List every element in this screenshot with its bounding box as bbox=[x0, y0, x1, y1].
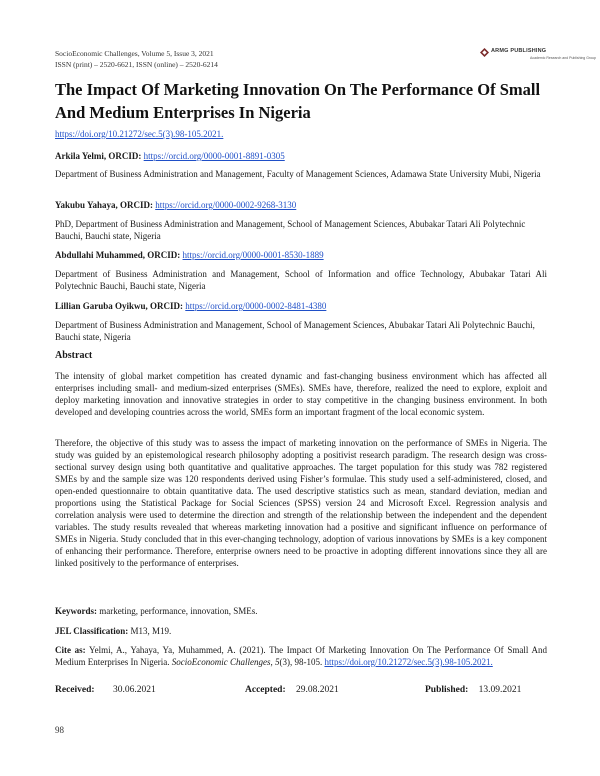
jel-classification bbox=[55, 625, 547, 637]
publisher-logo bbox=[480, 47, 596, 63]
journal-line-2: ISSN (print) – 2520-6621, ISSN (online) – 2520-6214 bbox=[55, 60, 218, 69]
author-3-orcid-link[interactable]: https://orcid.org/0000-0001-8530-1889 bbox=[182, 250, 324, 260]
received-value: 30.06.2021 bbox=[112, 685, 156, 695]
author-4-orcid-link[interactable]: https://orcid.org/0000-0002-8481-4380 bbox=[185, 301, 327, 311]
author-2-orcid-link[interactable]: https://orcid.org/0000-0002-9268-3130 bbox=[155, 200, 297, 210]
author-2 bbox=[55, 199, 547, 211]
cite-text-c: (3), 98-105. bbox=[279, 657, 323, 667]
abstract-heading: Abstract bbox=[55, 350, 93, 361]
citation bbox=[55, 644, 547, 668]
journal-line-1: SocioEconomic Challenges, Volume 5, Issue 3, 2021 bbox=[55, 49, 214, 58]
article-title: The Impact Of Marketing Innovation On The Performance Of Small And Medium Enterprises In Nigeria bbox=[55, 80, 541, 122]
cite-volume: 5 bbox=[274, 657, 280, 667]
jel-label: JEL Classification: bbox=[55, 626, 129, 636]
author-3-affiliation: Department of Business Administration and Management, School of Information and office Technology, Abubakar Tatari Ali Polytechnic Bauchi, Bauchi state, Nigeria bbox=[55, 269, 547, 291]
cite-label: Cite as: bbox=[55, 645, 86, 655]
publisher-logo-icon bbox=[480, 48, 489, 57]
accepted-date bbox=[245, 685, 339, 695]
author-1 bbox=[55, 150, 547, 162]
article-doi-link[interactable]: https://doi.org/10.21272/sec.5(3).98-105.2021. bbox=[55, 129, 224, 139]
author-2-name: Yakubu Yahaya, ORCID: bbox=[55, 200, 153, 210]
author-4-affiliation: Department of Business Administration and Management, School of Management Sciences, Abubakar Tatari Ali Polytechnic Bauchi, Bauchi state, Nigeria bbox=[55, 320, 535, 342]
author-1-affiliation: Department of Business Administration and Management, Faculty of Management Sciences, Adamawa State University Mubi, Nigeria bbox=[55, 169, 541, 179]
abstract-paragraph-1: The intensity of global market competition has created dynamic and fast-changing business environment which has affected all enterprises including small- and medium-sized enterprises (SMEs). SMEs have, therefore, realized the need to explore, exploit and deploy marketing innovation and innovative strategies in order to stay competitive in the changing business environment. In both developed and developing countries across the world, SMEs form an important fragment of the local economic system. bbox=[55, 371, 547, 417]
author-3-name: Abdullahi Muhammed, ORCID: bbox=[55, 250, 181, 260]
accepted-value: 29.08.2021 bbox=[296, 685, 339, 695]
journal-header bbox=[55, 48, 218, 70]
keywords bbox=[55, 605, 547, 617]
page-number: 98 bbox=[55, 725, 64, 735]
author-2-affiliation: PhD, Department of Business Administration and Management, School of Management Sciences, Abubakar Tatari Ali Polytechnic Bauchi, Bauchi state, Nigeria bbox=[55, 219, 526, 241]
received-label: Received: bbox=[55, 685, 95, 695]
keywords-label: Keywords: bbox=[55, 606, 97, 616]
keywords-value: marketing, performance, innovation, SMEs. bbox=[99, 606, 258, 616]
cite-text-a: Yelmi, A., Yahaya, Ya, Muhammed, A. (2021). The Impact Of Marketing Innovation On The Performance Of Small And Medium Enterprises In Nigeria. bbox=[55, 645, 547, 667]
publisher-subtitle: Academic Research and Publishing Group bbox=[530, 56, 596, 60]
received-date bbox=[55, 685, 156, 695]
abstract-paragraph-2: Therefore, the objective of this study was to assess the impact of marketing innovation on the performance of SMEs in Nigeria. The study was guided by an epistemological research philosophy adopting a positivist research paradigm. The research design was cross-sectional survey design using both quantitative and qualitative approaches. The target population for this study was 782 registered SMEs by and the sample size was 120 respondents derived using Fisher’s formulae. This study used a self-administered, closed, and open-ended questionnaire to obtain quantitative data. The used descriptive statistics such as mean, standard deviation, median and proportions using the Statistical Package for Social Sciences (SPSS) version 24 and Microsoft Excel. Regression analysis and correlation analysis were used to determine the direction and strength of the relationship between the independent and the dependent variables. The study results revealed that whereas marketing innovation had a positive and significant influence on performance of SMEs in Nigeria. Study concluded that in this ever-changing technology, adoption of various innovations by SMEs is a key component of enhancing their performance. Therefore, enterprise owners need to be proactive in adopting different innovations since they all are linked positively to the performance of enterprises. bbox=[55, 438, 547, 568]
jel-value: M13, M19. bbox=[130, 626, 172, 636]
cite-doi-link[interactable]: https://doi.org/10.21272/sec.5(3).98-105.2021. bbox=[324, 657, 493, 667]
author-3 bbox=[55, 249, 547, 261]
cite-text-b: , bbox=[270, 657, 275, 667]
author-4-name: Lillian Garuba Oyikwu, ORCID: bbox=[55, 301, 184, 311]
cite-journal: SocioEconomic Challenges bbox=[171, 657, 271, 667]
published-value: 13.09.2021 bbox=[478, 685, 522, 695]
author-4 bbox=[55, 300, 547, 312]
publisher-name: ARMG PUBLISHING bbox=[491, 48, 547, 54]
author-1-orcid-link[interactable]: https://orcid.org/0000-0001-8891-0305 bbox=[143, 151, 285, 161]
accepted-label: Accepted: bbox=[245, 685, 286, 695]
article-doi-block bbox=[55, 128, 547, 140]
published-date bbox=[425, 685, 521, 695]
published-label: Published: bbox=[425, 685, 469, 695]
author-1-name: Arkila Yelmi, ORCID: bbox=[55, 151, 142, 161]
